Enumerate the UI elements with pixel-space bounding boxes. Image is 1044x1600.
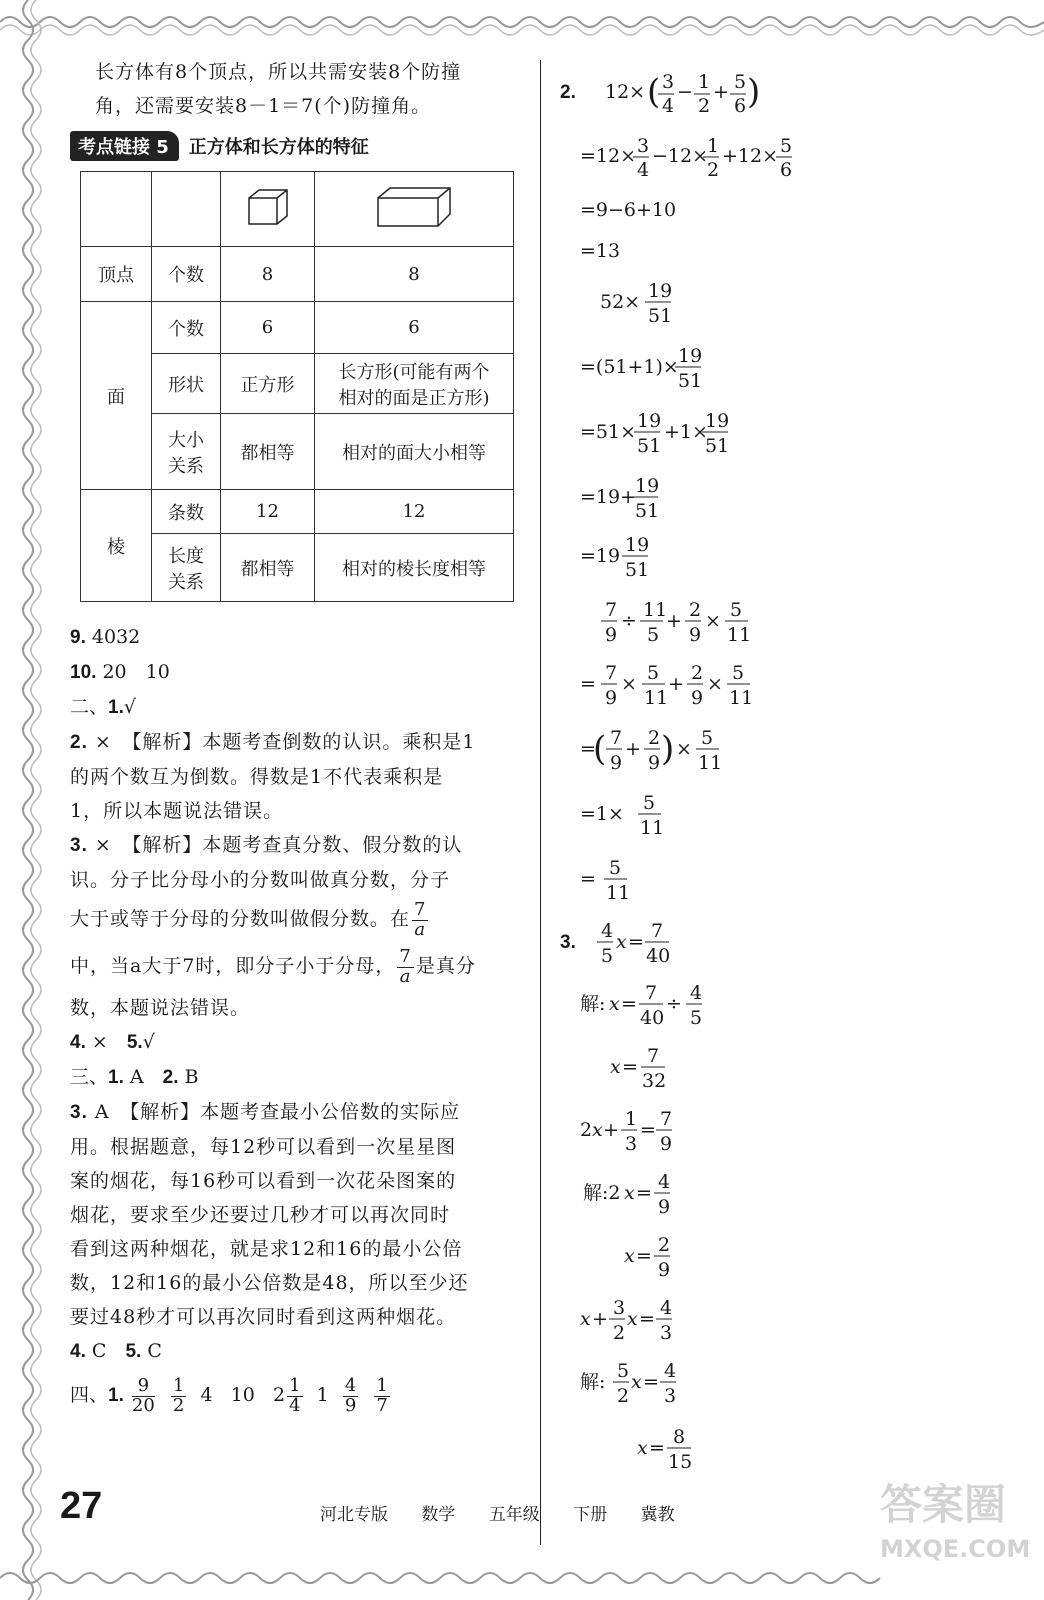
svg-text:=: = xyxy=(640,1119,656,1141)
table-corner-2 xyxy=(152,172,221,247)
s3-q5-answer: C xyxy=(147,1340,162,1362)
section4-heading: 四、 xyxy=(70,1384,109,1406)
s4-ans-6: 1 xyxy=(316,1384,329,1406)
section2-q1 xyxy=(70,690,525,725)
svg-text:x: x xyxy=(624,1245,635,1267)
svg-text:11: 11 xyxy=(640,817,665,839)
watermark-line-1: 答案圈 xyxy=(880,1480,1007,1529)
svg-text:+: + xyxy=(625,738,641,760)
q2-line4: =13 xyxy=(580,240,621,262)
row-edge-label: 棱 xyxy=(81,490,152,602)
intro-line-1: 长方体有8个顶点，所以共需安装8个防撞 xyxy=(95,61,462,83)
svg-text:×: × xyxy=(705,610,721,632)
vertex-cube: 8 xyxy=(221,247,315,302)
svg-text:15: 15 xyxy=(668,1451,693,1473)
svg-text:): ) xyxy=(661,729,675,769)
svg-text:解:: 解: xyxy=(580,1371,606,1393)
q2b-line1 xyxy=(600,280,672,327)
svg-text:9: 9 xyxy=(691,687,704,709)
q2-line1 xyxy=(605,71,760,117)
svg-text:−12×: −12× xyxy=(652,145,709,167)
topic-link-header xyxy=(70,131,525,161)
row-vertex-label: 顶点 xyxy=(81,247,152,302)
svg-text:2: 2 xyxy=(698,95,711,117)
s2-q4-number: 4. xyxy=(70,1032,86,1053)
s4-ans-8 xyxy=(374,1374,389,1416)
svg-text:−: − xyxy=(677,81,693,103)
s4-ans-3: 4 xyxy=(200,1384,213,1406)
svg-text:3: 3 xyxy=(637,135,650,157)
s2-q3-text-2: 识。分子比分母小的分数叫做真分数，分子 xyxy=(70,869,451,891)
s3-q1-number: 1. xyxy=(108,1067,124,1088)
section2-q2 xyxy=(70,725,525,760)
face-size-label xyxy=(152,414,221,490)
svg-text:7: 7 xyxy=(647,1045,660,1067)
q3b-line3 xyxy=(624,1234,670,1281)
svg-text:2: 2 xyxy=(617,1385,630,1407)
svg-text:4: 4 xyxy=(690,982,703,1004)
s3-q1-answer: A xyxy=(129,1066,144,1088)
den: 7 xyxy=(376,1394,388,1416)
svg-text:x: x xyxy=(610,1056,621,1078)
svg-text:x: x xyxy=(616,931,627,953)
svg-text:2: 2 xyxy=(580,1119,593,1141)
s3-q3 xyxy=(70,1095,525,1130)
q3a-line2 xyxy=(580,982,702,1029)
svg-text:=: = xyxy=(628,931,644,953)
svg-text:=51×: =51× xyxy=(580,421,637,443)
s3-q4-answer: C xyxy=(91,1340,107,1362)
row-face-label: 面 xyxy=(81,302,152,490)
svg-text:4: 4 xyxy=(658,1171,671,1193)
svg-text:x: x xyxy=(637,1437,648,1459)
svg-text:12×: 12× xyxy=(605,81,646,103)
svg-text:=: = xyxy=(636,1182,652,1204)
svg-text:=: = xyxy=(580,673,596,695)
svg-text:5: 5 xyxy=(732,662,745,684)
svg-text:=: = xyxy=(622,1056,638,1078)
q2b-line5 xyxy=(580,534,649,581)
svg-text:+: + xyxy=(668,673,684,695)
edge-count-cuboid: 12 xyxy=(315,490,514,534)
svg-text:+: + xyxy=(592,1308,608,1330)
q2c-line3 xyxy=(580,727,722,774)
intro-line-2: 角，还需要安装8－1＝7(个)防撞角。 xyxy=(95,95,432,117)
svg-text:9: 9 xyxy=(658,1259,671,1281)
svg-text:7: 7 xyxy=(605,662,618,684)
s3-q3-text-6: 数，12和16的最小公倍数是48，所以至少还 xyxy=(70,1272,469,1294)
den: 20 xyxy=(131,1394,155,1416)
svg-text:5: 5 xyxy=(701,727,714,749)
q3-number: 3. xyxy=(560,932,576,953)
s2-q3-text-4 xyxy=(70,941,525,991)
svg-text:9: 9 xyxy=(605,687,618,709)
den: 2 xyxy=(172,1394,185,1416)
topic-link-title: 正方体和长方体的特征 xyxy=(188,137,369,158)
svg-text:×: × xyxy=(676,738,692,760)
svg-text:×: × xyxy=(621,673,637,695)
svg-text:51: 51 xyxy=(635,500,660,522)
s3-q2-answer: B xyxy=(184,1066,199,1088)
face-size-cube: 都相等 xyxy=(221,414,315,490)
topic-link-badge: 考点链接 5 xyxy=(70,131,179,161)
vertex-cuboid: 8 xyxy=(315,247,514,302)
svg-text:7: 7 xyxy=(660,1108,673,1130)
svg-text:19: 19 xyxy=(637,410,662,432)
face-count-cube: 6 xyxy=(221,302,315,354)
s3-q5-number: 5. xyxy=(125,1341,142,1362)
svg-text:1: 1 xyxy=(698,71,711,93)
svg-text:x: x xyxy=(631,1371,642,1393)
s4-ans-7 xyxy=(343,1374,358,1416)
frac-denominator: a xyxy=(414,918,427,940)
svg-text:4: 4 xyxy=(664,1360,677,1382)
s2-q3-fraction-2 xyxy=(397,945,413,987)
q3b-line2 xyxy=(583,1171,670,1218)
s4-ans-5-whole: 2 xyxy=(273,1384,286,1406)
s2-q5-answer: √ xyxy=(142,1031,155,1053)
svg-text:=: = xyxy=(643,1371,659,1393)
s2-q4-q5 xyxy=(70,1025,525,1060)
table-corner-1 xyxy=(81,172,152,247)
q2-line2 xyxy=(580,135,792,181)
svg-text:4: 4 xyxy=(637,159,650,181)
svg-text:19: 19 xyxy=(678,345,703,367)
wavy-border-top xyxy=(0,0,1044,40)
svg-text:x: x xyxy=(609,993,620,1015)
svg-text:÷: ÷ xyxy=(621,610,637,632)
face-shape-cube: 正方形 xyxy=(221,354,315,414)
svg-text:11: 11 xyxy=(729,687,754,709)
svg-text:40: 40 xyxy=(646,945,671,967)
edge-length-cuboid: 相对的棱长度相等 xyxy=(315,534,514,602)
svg-text:7: 7 xyxy=(605,599,618,621)
q3b-line1 xyxy=(580,1108,672,1155)
svg-text:11: 11 xyxy=(643,599,668,621)
face-shape-cuboid xyxy=(315,354,514,414)
page-number: 27 xyxy=(60,1485,103,1527)
features-table xyxy=(80,171,514,602)
svg-text:5: 5 xyxy=(780,135,793,157)
face-size-label-l1: 大小 xyxy=(168,429,204,451)
svg-text:2: 2 xyxy=(648,727,661,749)
frac-denominator: a xyxy=(399,965,412,987)
cube-figure-cell xyxy=(221,172,315,247)
svg-text:2: 2 xyxy=(707,159,720,181)
q3a-line3 xyxy=(610,1045,666,1092)
s2-q5-number: 5. xyxy=(126,1032,143,1053)
s4-ans-5-frac xyxy=(287,1374,302,1416)
site-watermark xyxy=(880,1475,1030,1585)
svg-text:9: 9 xyxy=(689,624,702,646)
s2-q2-text-1: × 【解析】本题考查倒数的认识。乘积是1 xyxy=(94,731,476,753)
answers-block xyxy=(70,620,525,1422)
svg-text:19: 19 xyxy=(625,534,650,556)
svg-text:4: 4 xyxy=(662,95,675,117)
svg-text:2: 2 xyxy=(691,662,704,684)
svg-text:÷: ÷ xyxy=(666,993,682,1015)
s2-q3-text-1: × 【解析】本题考查真分数、假分数的认 xyxy=(94,834,463,856)
svg-text:32: 32 xyxy=(642,1070,667,1092)
svg-text:5: 5 xyxy=(734,71,747,93)
num: 1 xyxy=(289,1374,301,1396)
face-count-label: 个数 xyxy=(152,302,221,354)
s2-q3-text-4a: 中，当a大于7时，即分子小于分母， xyxy=(70,955,396,977)
q10 xyxy=(70,655,525,690)
s2-q2-number: 2. xyxy=(70,732,88,753)
svg-text:3: 3 xyxy=(664,1385,677,1407)
svg-text:=: = xyxy=(621,993,637,1015)
svg-text:+1×: +1× xyxy=(664,421,708,443)
s3-q3-text-4: 烟花，要求至少还要过几秒才可以再次同时 xyxy=(70,1204,451,1226)
s4-ans-2 xyxy=(171,1374,186,1416)
q9 xyxy=(70,620,525,655)
svg-text:=: = xyxy=(649,1437,665,1459)
svg-text:11: 11 xyxy=(727,624,752,646)
cuboid-icon xyxy=(374,184,454,230)
svg-text:7: 7 xyxy=(610,727,623,749)
s3-q3-text-2: 用。根据题意，每12秒可以看到一次星星图 xyxy=(70,1136,457,1158)
svg-text:3: 3 xyxy=(625,1133,638,1155)
section3-q1-q2 xyxy=(70,1060,525,1095)
svg-text:+: + xyxy=(603,1119,619,1141)
q2c-line5 xyxy=(580,857,630,904)
num: 1 xyxy=(172,1374,185,1396)
q3a-line1 xyxy=(597,920,670,967)
s2-q3-number: 3. xyxy=(70,835,88,856)
svg-text:5: 5 xyxy=(609,857,622,879)
svg-text:3: 3 xyxy=(662,71,675,93)
s3-q4-q5 xyxy=(70,1334,525,1369)
q2-line3: =9−6+10 xyxy=(580,199,677,221)
face-size-cuboid: 相对的面大小相等 xyxy=(315,414,514,490)
s2-q3-text-5: 数，本题说法错误。 xyxy=(70,997,251,1019)
svg-text:52×: 52× xyxy=(600,291,641,313)
svg-text:4: 4 xyxy=(601,920,614,942)
svg-text:=1×: =1× xyxy=(580,803,624,825)
svg-text:=12×: =12× xyxy=(580,145,637,167)
q9-number: 9. xyxy=(70,627,86,648)
q3c-line1 xyxy=(580,1297,672,1344)
s3-q3-text-1: A 【解析】本题考查最小公倍数的实际应 xyxy=(94,1101,461,1123)
s3-q3-number: 3. xyxy=(70,1102,88,1123)
svg-text:51: 51 xyxy=(705,435,730,457)
face-shape-label: 形状 xyxy=(152,354,221,414)
svg-text:11: 11 xyxy=(606,882,631,904)
s4-ans-4: 10 xyxy=(230,1384,255,1406)
q2-number: 2. xyxy=(560,82,576,103)
section4-q1 xyxy=(70,1369,525,1422)
svg-text:8: 8 xyxy=(673,1426,686,1448)
svg-text:+: + xyxy=(666,610,682,632)
svg-text:×: × xyxy=(707,673,723,695)
svg-text:7: 7 xyxy=(651,920,664,942)
svg-text:=19: =19 xyxy=(580,545,621,567)
svg-text:3: 3 xyxy=(613,1297,626,1319)
svg-text:2: 2 xyxy=(613,1322,626,1344)
s3-q3-text-5: 看到这两种烟花，就是求12和16的最小公倍 xyxy=(70,1238,463,1260)
svg-text:9: 9 xyxy=(658,1196,671,1218)
den: 4 xyxy=(289,1394,301,1416)
s2-q3-text-3a: 大于或等于分母的分数叫做假分数。在 xyxy=(70,908,411,930)
svg-text:=: = xyxy=(639,1308,655,1330)
svg-text:=: = xyxy=(580,868,596,890)
edge-length-label-l1: 长度 xyxy=(168,545,204,567)
face-count-cuboid: 6 xyxy=(315,302,514,354)
footer-grade: 五年级 xyxy=(488,1505,540,1525)
s2-q1-answer: √ xyxy=(123,696,136,718)
s2-q3-fraction xyxy=(412,898,428,940)
q9-answer: 4032 xyxy=(91,626,141,648)
s2-q2-text-3: 1，所以本题说法错误。 xyxy=(70,800,284,822)
watermark-line-2: MXQE.COM xyxy=(880,1535,1031,1563)
svg-text:51: 51 xyxy=(637,435,662,457)
footer-volume: 下册 xyxy=(573,1505,608,1525)
cuboid-figure-cell xyxy=(315,172,514,247)
svg-text:51: 51 xyxy=(625,559,650,581)
svg-text:解:: 解: xyxy=(580,993,606,1015)
edge-length-label-l2: 关系 xyxy=(168,571,204,593)
svg-text:9: 9 xyxy=(610,752,623,774)
q2c-line1 xyxy=(601,599,751,646)
edge-length-cube: 都相等 xyxy=(221,534,315,602)
footer-subject: 数学 xyxy=(421,1505,456,1525)
s2-q4-answer: × xyxy=(91,1031,108,1053)
svg-text:6: 6 xyxy=(780,159,793,181)
s3-q3-text-3: 案的烟花，每16秒可以看到一次花朵图案的 xyxy=(70,1170,457,1192)
frac-numerator: 7 xyxy=(399,945,412,967)
svg-text:2: 2 xyxy=(689,599,702,621)
face-shape-cuboid-l1: 长方形(可能有两个 xyxy=(338,361,490,383)
svg-text:11: 11 xyxy=(644,687,669,709)
svg-text:5: 5 xyxy=(690,1007,703,1029)
right-column-math xyxy=(555,60,1025,1480)
s4-ans-1 xyxy=(131,1374,155,1416)
num: 4 xyxy=(344,1374,357,1396)
s3-q2-number: 2. xyxy=(162,1067,179,1088)
section2-heading: 二、 xyxy=(70,696,109,718)
svg-text:51: 51 xyxy=(678,370,703,392)
q2c-line2 xyxy=(580,662,753,709)
face-size-label-l2: 关系 xyxy=(168,455,204,477)
svg-text:): ) xyxy=(747,72,761,112)
section3-heading: 三、 xyxy=(70,1066,109,1088)
edge-length-label xyxy=(152,534,221,602)
svg-text:5: 5 xyxy=(730,599,743,621)
svg-text:x: x xyxy=(624,1182,635,1204)
svg-text:5: 5 xyxy=(617,1360,630,1382)
num: 9 xyxy=(132,1377,155,1397)
svg-text:+12×: +12× xyxy=(722,145,779,167)
q10-number: 10. xyxy=(70,662,97,683)
s2-q3-text-3 xyxy=(70,897,525,941)
svg-text:1: 1 xyxy=(707,135,720,157)
q2c-line4 xyxy=(580,792,664,839)
svg-text:6: 6 xyxy=(734,95,747,117)
svg-text:+: + xyxy=(713,81,729,103)
svg-text:4: 4 xyxy=(660,1297,673,1319)
svg-text:9: 9 xyxy=(648,752,661,774)
s2-q3-text-4b: 是真分 xyxy=(415,955,476,977)
q2b-line2 xyxy=(580,345,702,392)
svg-text:2: 2 xyxy=(658,1234,671,1256)
svg-text:19: 19 xyxy=(705,410,730,432)
q2b-line3 xyxy=(580,410,729,457)
left-column xyxy=(70,55,525,1422)
edge-count-label: 条数 xyxy=(152,490,221,534)
svg-text:11: 11 xyxy=(698,752,723,774)
column-divider xyxy=(540,60,541,1545)
svg-text:19: 19 xyxy=(635,475,660,497)
svg-text:19: 19 xyxy=(648,280,673,302)
s3-q3-text-7: 要过48秒才可以再次同时看到这两种烟花。 xyxy=(70,1306,457,1328)
footer-edition: 河北专版 xyxy=(320,1505,388,1525)
svg-text:解:2: 解:2 xyxy=(583,1182,621,1204)
svg-text:3: 3 xyxy=(660,1322,673,1344)
svg-text:(: ( xyxy=(593,729,607,769)
svg-text:(: ( xyxy=(647,72,661,112)
svg-text:1: 1 xyxy=(625,1108,638,1130)
section2-q3 xyxy=(70,828,525,863)
svg-text:5: 5 xyxy=(647,624,660,646)
svg-text:5: 5 xyxy=(643,792,656,814)
s4-q1-number: 1. xyxy=(108,1385,124,1406)
s3-q4-number: 4. xyxy=(70,1341,86,1362)
s2-q2-text-2: 的两个数互为倒数。得数是1不代表乘积是 xyxy=(70,766,444,788)
edge-count-cube: 12 xyxy=(221,490,315,534)
q2b-line4 xyxy=(580,475,659,522)
svg-text:=(51+1)×: =(51+1)× xyxy=(580,356,679,378)
den: 9 xyxy=(344,1394,357,1416)
num: 1 xyxy=(376,1374,388,1396)
svg-text:5: 5 xyxy=(601,945,614,967)
svg-text:=19+: =19+ xyxy=(580,486,637,508)
footer-info xyxy=(320,1500,703,1525)
svg-text:9: 9 xyxy=(605,624,618,646)
footer-publisher: 冀教 xyxy=(640,1505,675,1525)
svg-text:51: 51 xyxy=(648,305,673,327)
svg-text:7: 7 xyxy=(645,982,658,1004)
svg-text:x: x xyxy=(580,1308,591,1330)
svg-text:x: x xyxy=(627,1308,638,1330)
q3c-line2 xyxy=(580,1360,676,1407)
frac-numerator: 7 xyxy=(414,898,427,920)
svg-text:5: 5 xyxy=(647,662,660,684)
cube-icon xyxy=(245,186,291,228)
face-shape-cuboid-l2: 相对的面是正方形) xyxy=(338,387,490,409)
q10-answer: 20 10 xyxy=(102,661,170,683)
vertex-count-label: 个数 xyxy=(152,247,221,302)
svg-text:40: 40 xyxy=(640,1007,665,1029)
q3c-line3 xyxy=(637,1426,692,1473)
svg-text:x: x xyxy=(592,1119,603,1141)
svg-text:9: 9 xyxy=(660,1133,673,1155)
svg-text:=: = xyxy=(580,738,596,760)
wavy-border-left xyxy=(0,0,46,1600)
svg-text:=: = xyxy=(636,1245,652,1267)
s2-q1-number: 1. xyxy=(108,697,124,718)
